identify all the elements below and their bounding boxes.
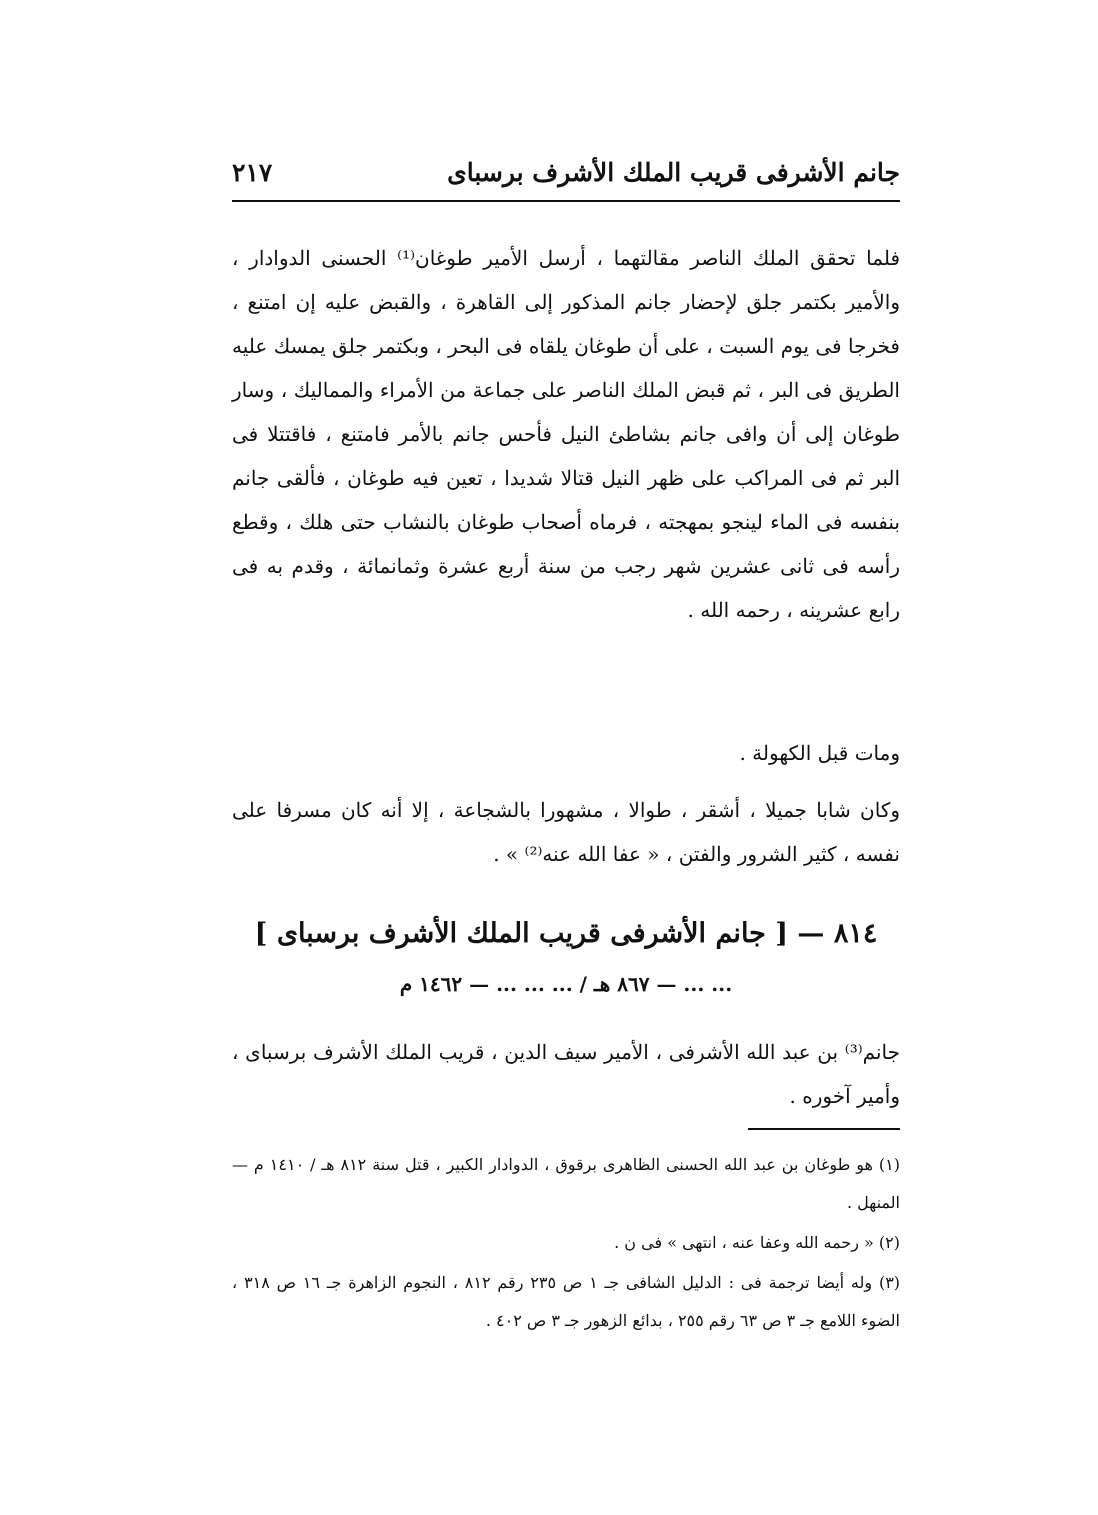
entry-bio: جانم⁽³⁾ بن عبد الله الأشرفى ، الأمير سيف الدين ، قريب الملك الأشرف برسباى ، وأمير آخوره . — [232, 1040, 900, 1108]
running-title: جانم الأشرفى قريب الملك الأشرف برسباى — [447, 157, 900, 187]
body-paragraph-2: ومات قبل الكهولة . — [739, 741, 900, 765]
footnote-rule — [748, 1128, 900, 1130]
body-paragraph-1: فلما تحقق الملك الناصر مقالتهما ، أرسل الأمير طوغان⁽¹⁾ الحسنى الدوادار ، والأمير بكتمر جلق لإحضار جانم المذكور إلى القاهرة ، والقبض عليه إن امتنع ، فخرجا فى يوم السبت ، على أن طوغان يلقاه فى البحر ، وبكتمر جلق يمسك عليه الطريق فى البر ، ثم قبض الملك الناصر على جماعة من الأمراء والمماليك ، وسار طوغان إلى أن وافى جانم بشاطئ النيل فأحس جانم بالأمر فامتنع ، فاقتتلا فى البر ثم فى المراكب على ظهر النيل قتالا شديدا ، تعين فيه طوغان ، فألقى جانم بنفسه فى الماء لينجو بمهجته ، فرماه أصحاب طوغان بالنشاب حتى هلك ، وقطع رأسه فى ثانى عشرين شهر رجب من سنة أربع عشرة وثمانمائة ، وقدم به فى رابع عشرينه ، رحمه الله . — [232, 246, 901, 622]
header-rule — [232, 200, 900, 202]
entry-dates: ... ... — ٨٦٧ هـ / ... ... ... — ١٤٦٢ م — [399, 972, 733, 996]
body-paragraph-3: وكان شابا جميلا ، أشقر ، طوالا ، مشهورا بالشجاعة ، إلا أنه كان مسرفا على نفسه ، كثير الشرور والفتن ، « عفا الله عنه⁽²⁾ » . — [232, 798, 900, 866]
footnote-3: (٣) وله أيضا ترجمة فى : الدليل الشافى جـ ١ ص ٢٣٥ رقم ٨١٢ ، النجوم الزاهرة جـ ١٦ ص ٣١٨ ، الضوء اللامع جـ ٣ ص ٦٣ رقم ٢٥٥ ، بدائع الزهور جـ ٣ ص ٤٠٢ . — [232, 1273, 901, 1330]
page-number: ٢١٧ — [232, 157, 273, 187]
footnote-2: (٢) « رحمه الله وعفا عنه ، انتهى » فى ن . — [614, 1233, 900, 1252]
page-header — [232, 150, 900, 194]
entry-heading: ٨١٤ — [ جانم الأشرفى قريب الملك الأشرف برسباى ] — [254, 918, 878, 949]
footnote-1: (١) هو طوغان بن عبد الله الحسنى الظاهرى برقوق ، الدوادار الكبير ، قتل سنة ٨١٢ هـ / ١٤١٠ م — المنهل . — [232, 1155, 901, 1212]
